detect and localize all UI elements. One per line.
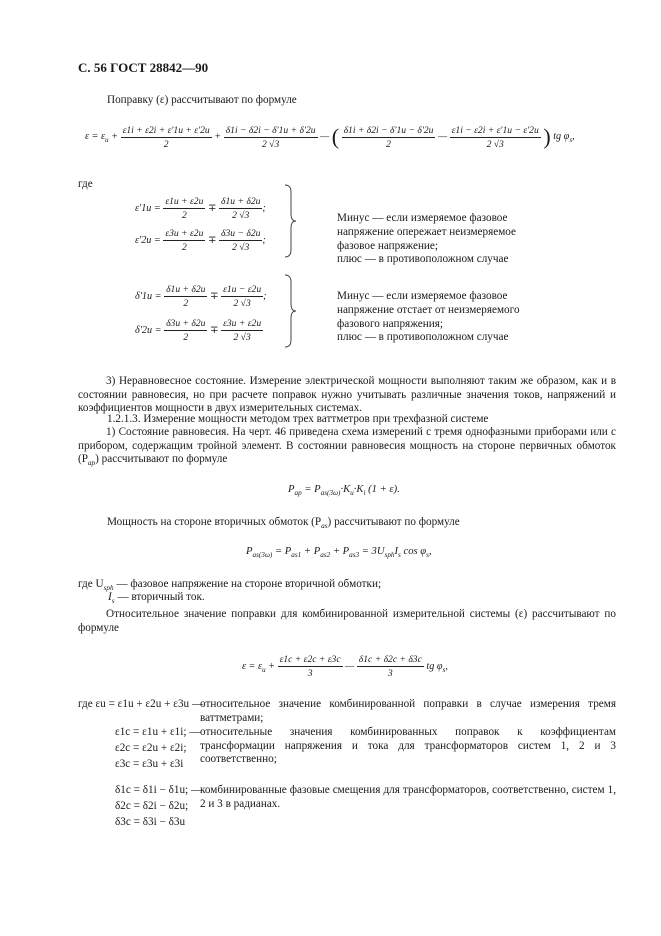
fraction: $\frac{\varepsilon 1u - \varepsilon 2u}{2 √3}$ [223, 284, 262, 309]
formula-main-tail: tg $\varphi_s$, [553, 131, 575, 145]
minus-sign: — [345, 660, 355, 672]
def-lhs: δ3c = δ3i − δ3u [115, 816, 186, 828]
fraction: $\frac{\delta 1c + \delta 2c + \delta 3c}{3}$ [358, 654, 422, 679]
def-text: относительное значение комбинированной поправки в случае измерения тремя ваттметрами; [200, 698, 616, 724]
where-label: где [78, 178, 93, 190]
block2-row2 [135, 318, 263, 343]
plus-sign: + [268, 660, 276, 672]
fraction: $\frac{\varepsilon 3u + \varepsilon 2u}{2}$ [165, 228, 204, 253]
op-sign: ∓ [207, 234, 217, 246]
formula-pas: $P_{as(3\omega)} = P_{as1} + P_{as2} + P_{as3} = 3U_{sph}I_s$ $\cos \varphi_s$, [246, 546, 432, 560]
def-lhs: δ1c = δ1i − δ1u; — [115, 784, 203, 796]
where-usph: где $U_{sph}$ — фазовое напряжение на стороне вторичной обмотки; [78, 578, 382, 593]
paragraph-relative: Относительное значение поправки для комбинированной измерительной системы (ε) рассчитывают по формуле [78, 608, 616, 634]
right-brace-icon [283, 274, 297, 348]
plus-sign: + [111, 131, 119, 143]
plus-sign: + [214, 131, 222, 143]
left-paren: ( [331, 124, 340, 149]
fraction-2: $\frac{\delta 1i - \delta 2i - \delta'1u + \delta'2u}{2 √3}$ [225, 124, 316, 150]
block2-note: Минус — если измеряемое фазовое напряжение отстает от неизмеряемого фазового напряжения; плюс — в противоположном случае [337, 290, 520, 344]
block1-row1: ε'1u = $\frac{\varepsilon 1u + \varepsilon 2u}{2}$ ∓ $\frac{\delta 1u + \delta 2u}{2 √3}$ ; [135, 196, 266, 221]
fraction: $\frac{\delta 3u - \delta 2u}{2 √3}$ [221, 228, 261, 253]
row-lhs: δ'2u = [135, 324, 162, 336]
row-lhs: ε'1u = [135, 202, 161, 214]
formula-comb [242, 654, 448, 679]
formula-comb-tail: tg $\varphi_s$, [426, 660, 448, 674]
op-sign: ∓ [210, 324, 219, 336]
minus-sign: — [438, 131, 448, 143]
formula-main-lhs: $\varepsilon = \varepsilon_u$ [85, 131, 109, 145]
fraction: $\frac{\varepsilon 1u + \varepsilon 2u}{2}$ [165, 196, 204, 221]
fraction: $\frac{\varepsilon 3u + \varepsilon 2u}{2 √3}$ [223, 318, 262, 343]
fraction-4: $\frac{\varepsilon 1i - \varepsilon 2i + \varepsilon'1u - \varepsilon'2u}{2 √3}$ [451, 124, 539, 150]
formula-comb-lhs: $\varepsilon = \varepsilon_u$ [242, 660, 266, 674]
formula-main [85, 124, 575, 150]
op-sign: ∓ [207, 202, 217, 214]
intro-text: Поправку (ε) рассчитывают по формуле [107, 94, 297, 106]
paragraph-balanced: 1) Состояние равновесия. На черт. 46 приведена схема измерений с тремя однофазными приборами или с прибором, содержащим тройной элемент. В состоянии равновесия мощность на стороне первичных обмоток $(P_{ap})$ рассчитывают по формуле [78, 426, 616, 468]
def-lhs: ε2c = ε2u + ε2i; [115, 742, 187, 754]
paragraph-secondary: Мощность на стороне вторичных обмоток $(P_{as})$ рассчитывают по формуле [107, 516, 460, 531]
def-text: комбинированные фазовые смещения для трансформаторов, соответственно, систем 1, 2 и 3 в радианах. [200, 784, 616, 810]
block1-row2: ε'2u = $\frac{\varepsilon 3u + \varepsilon 2u}{2}$ ∓ $\frac{\delta 3u - \delta 2u}{2 √3}$ ; [135, 228, 266, 253]
def-lhs: ε1c = ε1u + ε1i; — [115, 726, 201, 738]
fraction-1: $\frac{\varepsilon 1i + \varepsilon 2i + \varepsilon'1u + \varepsilon'2u}{2}$ [122, 124, 210, 150]
def-lhs: δ2c = δ2i − δ2u; [115, 800, 189, 812]
page-header: С. 56 ГОСТ 28842—90 [78, 60, 209, 75]
fraction: $\frac{\delta 1u + \delta 2u}{2}$ [166, 284, 206, 309]
fraction: $\frac{\delta 3u + \delta 2u}{2}$ [166, 318, 206, 343]
block1-note: Минус — если измеряемое фазовое напряжение опережает неизмеряемое фазовое напряжение; плюс — в противоположном случае [337, 212, 516, 266]
section-heading: 1.2.1.3. Измерение мощности методом трех ваттметров при трехфазной системе [107, 413, 489, 425]
row-lhs: δ'1u = [135, 290, 162, 302]
right-paren: ) [543, 124, 551, 149]
block2-row1: δ'1u = $\frac{\delta 1u + \delta 2u}{2}$ ∓ $\frac{\varepsilon 1u - \varepsilon 2u}{2 √3}$ ; [135, 284, 267, 309]
paragraph-unbalanced: 3) Неравновесное состояние. Измерение электрической мощности выполняют таким же образом, как и в состоянии равновесия, но при расчете поправок нужно учитывать различные значения токов, напряжений и коэффициентов мощности в двух измерительных системах. [78, 375, 616, 415]
op-sign: ∓ [210, 290, 219, 302]
def-text: относительные значения комбинированных поправок к коэффициентам трансформации напряжения и тока для трансформаторов систем 1, 2 и 3 соответственно; [200, 726, 616, 766]
fraction: $\frac{\delta 1u + \delta 2u}{2 √3}$ [221, 196, 261, 221]
fraction: $\frac{\varepsilon 1c + \varepsilon 2c + \varepsilon 3c}{3}$ [279, 654, 341, 679]
right-brace-icon [283, 184, 297, 258]
def-lhs: где εu = ε1u + ε2u + ε3u — [78, 698, 204, 710]
row-lhs: ε'2u = [135, 234, 161, 246]
where-is: $I_s$ — вторичный ток. [108, 591, 205, 606]
def-lhs: ε3c = ε3u + ε3i [115, 758, 184, 770]
minus-sign: — [320, 131, 330, 143]
fraction-3: $\frac{\delta 1i + \delta 2i - \delta'1u - \delta'2u}{2}$ [343, 124, 434, 150]
formula-pap: $P_{ap} = P_{as(3\omega)}\cdot K_u\cdot K_i$ (1 + ε). [288, 484, 400, 498]
